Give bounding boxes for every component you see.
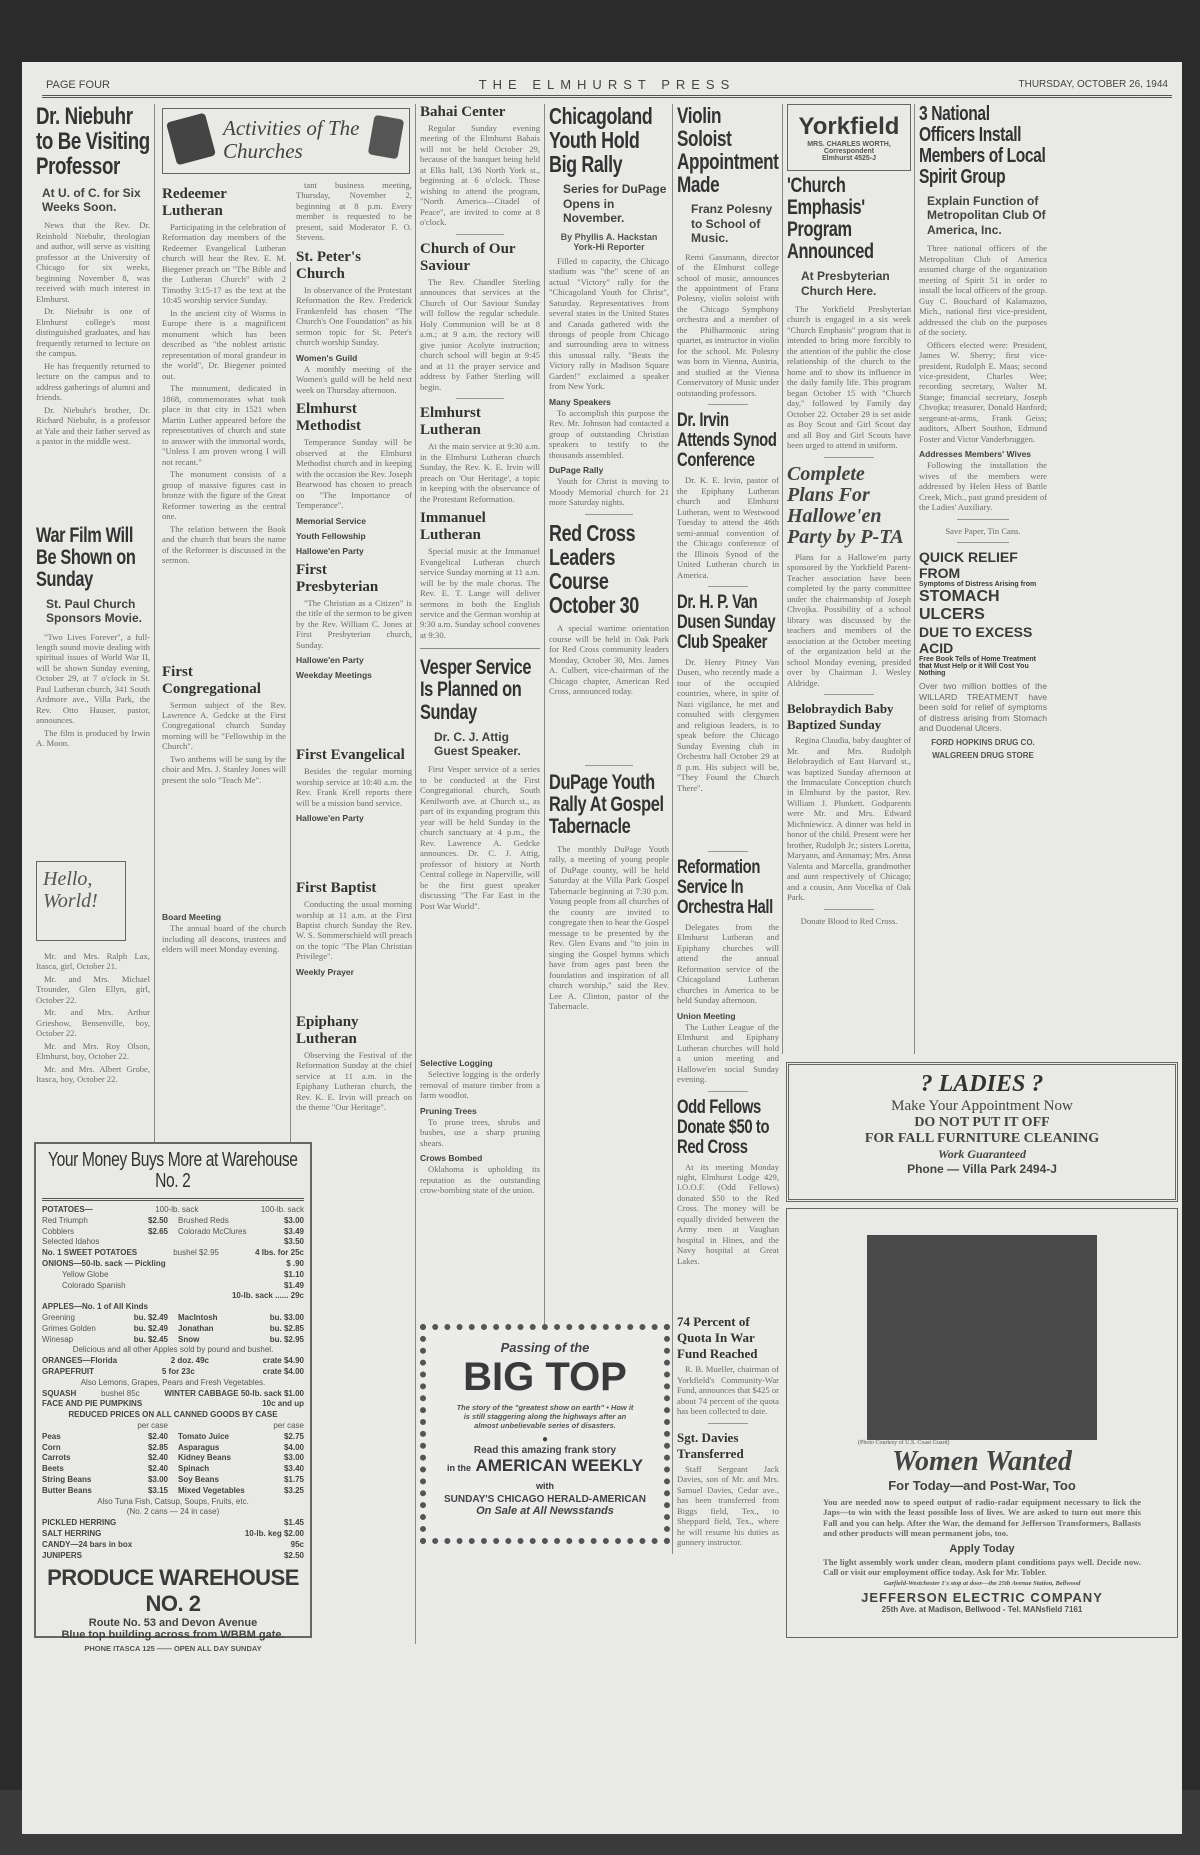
item-price: bu. $2.95 (269, 1334, 304, 1344)
item-price: bu. $2.49 (133, 1323, 168, 1333)
subheadline: Dr. C. J. Attig Guest Speaker. (434, 729, 521, 758)
item-name: Colorado McClures (178, 1226, 247, 1236)
article-body: Staff Sergeant Jack Davies, son of Mr. and Mrs. Samuel Davies, Cedar ave., has been transferred from Biggs field, Tex., to Sheppard field, Tex., where he will resume his duties as gunnery instructor. (677, 1463, 779, 1548)
item-name: Jonathan (178, 1323, 214, 1333)
section-heading: Many Speakers (549, 396, 611, 407)
article-body: Special music at the Immanuel Evangelical Lutheran church service Sunday morning at 11 a.m. will be by the male chorus. The Rev. E. T. Lange will deliver sermons in both the English service and the German worship at 9:30 a.m. Sunday school convenes at 9:30. (420, 546, 540, 640)
article-war-film (36, 525, 150, 749)
item-price: $2.75 (283, 1431, 304, 1441)
item-price: bu. $3.00 (269, 1312, 304, 1322)
note: Also Tuna Fish, Catsup, Soups, Fruits, etc. (97, 1496, 249, 1506)
store-phone: PHONE ITASCA 125 —— OPEN ALL DAY SUNDAY (84, 1644, 262, 1654)
paragraph: He has frequently returned to lecture on the campus and to address gatherings of alumni and friends. (36, 360, 150, 403)
section-heading: Memorial Service (296, 515, 366, 526)
correspondent-phone: Elmhurst 4525-J (821, 155, 877, 162)
category-heading: APPLES—No. 1 of All Kinds (42, 1302, 148, 1312)
ad-text: in the (447, 1463, 472, 1473)
filler-text: Dr. Niebuhr's brother, Dr. Richard Niebuhr, is a professor at Yale and their father served as a pastor in the middle west. (36, 404, 150, 447)
ad-kicker: Passing of the (500, 1340, 590, 1355)
yorkfield-banner (787, 104, 911, 171)
item-price: 10c and up (262, 1399, 304, 1409)
filler-line: Donate Blood to Red Cross. (800, 915, 898, 926)
headline: Complete Plans For Hallowe'en Party by P-TA (787, 462, 904, 548)
church-name: St. Peter's Church (296, 248, 361, 282)
ad-title: ? LADIES ? (920, 1071, 1044, 1097)
column-rule (782, 104, 783, 1054)
headline: Chicagoland Youth Hold Big Rally (549, 103, 653, 178)
item-price: $2.50 (147, 1215, 168, 1225)
church-name: Epiphany Lutheran (296, 1013, 359, 1047)
filler-text: To accomplish this purpose the Rev. Mr. Johnson had contacted a group of outstanding Christian speakers to testify to the thousands assembled. (549, 407, 669, 460)
transit-note: Garfield-Westchester 1's stop at door—the 25th Avenue Station, Bellwood (883, 1579, 1081, 1587)
headline: Vesper Service Is Planned on Sunday (420, 656, 532, 724)
section-heading: Youth Fellowship (296, 530, 366, 541)
item-name: Beets (42, 1464, 64, 1474)
item-name: Corn (42, 1442, 61, 1452)
item-price: 2 doz. 49c (170, 1356, 209, 1366)
church-body: Temperance Sunday will be observed at the Elmhurst Methodist church and in keeping with the occasion the Rev. Joseph Bearwood has chosen to preach on "The Importance of Temperance". (296, 437, 412, 511)
item-name: Colorado Spanish (62, 1280, 126, 1290)
ad-line: Free Book Tells of Home Treatment that Must Help or it Will Cost You Nothing (919, 656, 1036, 678)
church-body: Observing the Festival of the Reformation Sunday at the chief service at 11 a.m. in the Epiphany Lutheran church, the Rev. K. E. Irvin will preach on the theme "Our Heritage". (296, 1049, 412, 1113)
item-name: ONIONS—50-lb. sack — Pickling (42, 1258, 166, 1268)
ad-line: STOMACH ULCERS (919, 588, 1000, 624)
filler-text: tant business meeting, Thursday, November 2, beginning at 8 p.m. Every member is requested to be present, said Moderator F. O. Stevens. (296, 180, 412, 243)
churches-title: Activities of The Churches (223, 116, 360, 164)
article-body: R. B. Mueller, chairman of Yorkfield's Community-War Fund, announces that $425 or about 74 percent of the quota has been collected to date. (677, 1364, 779, 1417)
church-body: Conducting the usual morning worship at 11 a.m. at the First Baptist church Sunday the Rev. W. S. Sommerschield will preach on the topic "The Plan Christian Privilege". (296, 899, 412, 962)
birth-entry: Mr. and Mrs. Michael Trounder, Glen Ellyn, girl, October 22. (36, 973, 150, 1005)
item-name: CANDY—24 bars in box (42, 1539, 133, 1549)
church-name: Immanuel Lutheran (420, 510, 486, 544)
unit-label: 100-lb. sack (155, 1205, 199, 1214)
column-2 (162, 180, 286, 957)
ladies-ad (786, 1062, 1178, 1202)
headline: Violin Soloist Appointment Made (677, 103, 779, 198)
item-price: bu. $2.85 (269, 1323, 304, 1333)
note: (No. 2 cans — 24 in case) (126, 1507, 220, 1517)
subheadline: Explain Function of Metropolitan Club Of America, Inc. (927, 194, 1046, 237)
unit-label: 100-lb. sack (260, 1205, 304, 1214)
item-price: $3.00 (147, 1474, 168, 1484)
article-body: Dr. Henry Pitney Van Dusen, who recently made a tour of the occupied countries, where, in spite of Nazi vigilance, he met and consulted with clergymen and religious leaders, is to speak before the Chicago Sunday Evening club in Orchestra hall October 29 at 8 p.m. His subject will be, "They Found the Church There". (677, 656, 779, 793)
column-rule (672, 104, 673, 1554)
ad-title: BIG TOP (463, 1355, 627, 1399)
item-price: $2.40 (147, 1431, 168, 1441)
publication-name: AMERICAN WEEKLY (475, 1456, 643, 1475)
item-price: $2.40 (147, 1464, 168, 1474)
item-price: 4 lbs. for 25c (255, 1248, 304, 1258)
ad-line: Work Guaranteed (937, 1147, 1027, 1161)
ad-line: SUNDAY'S CHICAGO HERALD-AMERICAN (443, 1494, 647, 1505)
filler-text: Selective logging is the orderly removal of mature timber from a farm woodlot. (420, 1069, 540, 1101)
filler-text: The monument, dedicated in 1868, commemorates what took place in that city in 1521 when Martin Luther appeared before the representatives of church and state to answer with the immortal words, "Unless I am proven wrong I will not recant." (162, 383, 286, 467)
church-name: First Evangelical (296, 747, 405, 764)
article-niebuhr (36, 104, 150, 403)
item-price: $3.15 (147, 1485, 168, 1495)
item-price: bu. $2.45 (133, 1334, 168, 1344)
section-heading: Union Meeting (677, 1010, 736, 1021)
article-body: The Rev. Chandler Sterling announces that services at the Church of Our Saviour Sunday will follow the regular schedule. Holy Communion will be at 8 a.m.; at 9 a.m. the rectory will give junior Acolyte instruction; church school will begin at 9:45 and at 11 the prayer service and address by Father Sterling will begin. (420, 276, 540, 392)
company-name: JEFFERSON ELECTRIC COMPANY (861, 1589, 1103, 1605)
category-heading: REDUCED PRICES ON ALL CANNED GOODS BY CASE (68, 1410, 278, 1420)
church-name: First Baptist (296, 880, 377, 897)
ad-subtitle: For Today—and Post-War, Too (888, 1478, 1076, 1493)
item-name: Selected Idahos (42, 1237, 100, 1247)
item-name: Mixed Vegetables (178, 1485, 245, 1495)
ad-title: Women Wanted (892, 1446, 1072, 1477)
article-body: Filled to capacity, the Chicago stadium was "the" scene of an actual "Victory" rally for the "Chicagoland Youth for Christ", Saturday. Representatives from several states in the United States and Canada gathered with the throngs of people from Chicago and surrounding area to witness this unusual rally. "Beats the Victory rally in Madison Square Garden!" exclaimed a speaker from New York. (549, 255, 669, 392)
church-body: Participating in the celebration of Reformation day members of the Redeemer Evangelical Lutheran church will hear the Rev. E. M. Biegener preach on "The Bible and the Lutheran Church" with 2 Timothy 3:15-17 as the text at the 10:45 worship service Sunday. (162, 222, 286, 306)
note: Delicious and all other Apples sold by pound and bushel. (72, 1345, 274, 1355)
section-heading: Hallowe'en Party (296, 813, 364, 824)
item-price: $3.50 (283, 1237, 304, 1247)
correspondent-role: Correspondent (823, 148, 875, 155)
section-heading: Board Meeting (162, 912, 222, 923)
church-body: In observance of the Protestant Reformation the Rev. Frederick Frankenfeld has chosen "The Church's One Foundation" as his sermon topic for St. Peter's church worship Sunday. (296, 284, 412, 348)
store-directions: Blue top building across from WBBM gate. (61, 1629, 285, 1642)
article-body: The monthly DuPage Youth rally, a meeting of young people of DuPage county, will be held Saturday at the Villa Park Gospel Tabernacle beginning at 7:30 p.m. Young people from all churches of the county are invited to congregate then to hear the Gospel message to be presented by the Rev. Glen Evans and "to join in singing the Gospel hymns which have from ages past been the foundation and inspiration of all church worship," said the Rev. Lee A. Clinton, pastor of the Tabernacle. (549, 843, 669, 1012)
item-name: Kidney Beans (178, 1453, 231, 1463)
section-heading: Weekday Meetings (296, 670, 372, 681)
ad-line: Read this amazing frank story (473, 1445, 617, 1456)
column-8 (919, 104, 1047, 760)
relief-ad: QUICK RELIEF FROM Symptoms of Distress Arising from STOMACH ULCERS DUE TO EXCESS ACID Free Book Tells of Home Treatment that Must Help or it Will Cost You Nothing Over two million bottles of the WILLARD TREATMENT have been sold for relief of symptoms of distress arising from Stomach and Duodenal Ulcers. FORD HOPKINS DRUG CO. WALGREEN DRUG STORE (919, 549, 1047, 760)
subheadline: At Presbyterian Church Here. (801, 269, 890, 298)
ad-description: The story of the "greatest show on earth" • How it is still staggering along the highways after an almost unbelievable series of disasters. (456, 1403, 634, 1430)
church-name: Redeemer Lutheran (162, 186, 227, 219)
item-price: $3.40 (283, 1464, 304, 1474)
ad-body: The light assembly work under clean, modern plant conditions pays well. Decide now. Call or visit our employment office today. Ask for Mr. Tobler. (823, 1556, 1141, 1578)
item-name: No. 1 SWEET POTATOES (42, 1248, 138, 1258)
item-name: Soy Beans (178, 1474, 219, 1484)
churches-banner (162, 108, 410, 174)
item-name: Cobblers (42, 1226, 75, 1236)
headline: War Film Will Be Shown on Sunday (36, 523, 136, 591)
column-1 (36, 104, 150, 1087)
canned-prices (42, 1421, 304, 1497)
unit-label: per case (273, 1420, 304, 1430)
item-price: $4.00 (283, 1442, 304, 1452)
church-name: Church of Our Saviour (420, 240, 516, 274)
column-rule (415, 104, 416, 1644)
paper-name: THE ELMHURST PRESS (478, 77, 736, 92)
item-price: crate $4.90 (262, 1356, 304, 1366)
section-heading: Addresses Members' Wives (919, 449, 1032, 460)
headline: 'Church Emphasis' Program Announced (787, 174, 874, 264)
section-heading: Hallowe'en Party (296, 655, 364, 666)
big-top-ad (420, 1324, 670, 1544)
item-price: $2.85 (147, 1442, 168, 1452)
item-name: Brushed Reds (178, 1215, 229, 1225)
company-address: 25th Ave. at Madison, Bellwood - Tel. MANsfield 7161 (881, 1604, 1083, 1614)
birth-entry: Mr. and Mrs. Albert Grobe, Itasca, boy, October 22. (36, 1063, 150, 1085)
section-heading: Women's Guild (296, 352, 358, 363)
paragraph: "Two Lives Forever", a full-length sound movie dealing with spiritual issues of World War II, will be shown Sunday evening, October 29, at 7 o'clock in St. Paul Lutheran church, 341 South Ardmore ave., Villa Park, the Rev. Otto Hauser, pastor, announces. (36, 631, 150, 726)
correspondent-name: MRS. CHARLES WORTH, (807, 141, 891, 148)
item-name: Red Triumph (42, 1215, 88, 1225)
item-price: WINTER CABBAGE 50-lb. sack $1.00 (164, 1388, 304, 1398)
item-name: Tomato Juice (178, 1431, 229, 1441)
item-name: ORANGES—Florida (42, 1356, 118, 1366)
item-name: Asparagus (178, 1442, 220, 1452)
item-name: Greening (42, 1312, 75, 1322)
item-price: 5 for 23c (161, 1366, 195, 1376)
item-price: $3.25 (283, 1485, 304, 1495)
section-heading: Pruning Trees (420, 1105, 477, 1116)
item-name: SQUASH (42, 1388, 77, 1398)
bullet-icon: ● (541, 1434, 549, 1445)
item-name: MacIntosh (178, 1312, 218, 1322)
item-price: $ .90 (286, 1258, 304, 1268)
church-name: First Presbyterian (296, 561, 379, 595)
bible-icon (368, 115, 404, 160)
item-name: Yellow Globe (62, 1269, 109, 1279)
item-name: String Beans (42, 1474, 92, 1484)
headline: Red Cross Leaders Course October 30 (549, 519, 639, 619)
article-body: Dr. K. E. Irvin, pastor of the Epiphany Lutheran church and Elmhurst Lutheran, went to Westwood Tuesday to attend the 46th semi-annual convention of the Chicago conference of the Illinois Synod of the United Lutheran church in America. (677, 475, 779, 580)
headline: Reformation Service In Orchestra Hall (677, 857, 773, 918)
church-body: "The Christian as a Citizen" is the title of the sermon to be given by the Rev. William C. Jones at First Presbyterian church, Sunday. (296, 597, 412, 650)
article-body: At the main service at 9:30 a.m. in the Elmhurst Lutheran church Sunday, the Rev. K. E. Irvin will preach on 'Our Heritage', a topic in keeping with the observance of the Protestant Reformation. (420, 441, 540, 504)
item-name: SALT HERRING (42, 1528, 102, 1538)
section-heading: Crows Bombed (420, 1153, 483, 1164)
store-address: Route No. 53 and Devon Avenue (88, 1617, 258, 1630)
filler-text: Two anthems will be sung by the choir and Mrs. J. Stanley Jones will present the solo "Teach Me". (162, 753, 286, 785)
section-heading: Selective Logging (420, 1058, 493, 1069)
item-name: JUNIPERS (42, 1550, 83, 1560)
category-heading: POTATOES— (42, 1205, 93, 1214)
apple-prices (42, 1313, 304, 1345)
headline: Belobraydich Baby Baptized Sunday (787, 701, 894, 733)
ad-body: You are needed now to speed output of radio-radar equipment necessary to lick the Japs—to win with the least possible loss of lives. We are asked to turn out more this Fall and you can help. After the War, the demand for Jefferson Transformers, Ballasts and other products will mean permanent jobs, too. (823, 1497, 1141, 1539)
issue-date: THURSDAY, OCTOBER 26, 1944 (1018, 79, 1168, 90)
column-rule (914, 104, 915, 1054)
filler-text: The annual board of the church including all deacons, trustees and elders will meet Monday evening. (162, 923, 286, 955)
headline: 3 National Officers Install Members of Local Spirit Group (919, 103, 1046, 188)
headline: Odd Fellows Donate $50 to Red Cross (677, 1096, 770, 1158)
item-price: 95c (290, 1539, 304, 1549)
church-name: Bahai Center (420, 104, 506, 120)
item-price: bushel $2.95 (173, 1248, 220, 1258)
item-name: Grimes Golden (42, 1323, 96, 1333)
unit-label: per case (137, 1420, 168, 1430)
bible-icon (166, 113, 216, 166)
women-wanted-ad (786, 1208, 1178, 1638)
column-rule (290, 262, 291, 1142)
headline: Dr. Irvin Attends Synod Conference (677, 410, 777, 472)
section-title: Yorkfield (798, 113, 900, 140)
masthead (42, 76, 1172, 98)
store-name: PRODUCE WAREHOUSE NO. 2 (47, 1565, 299, 1617)
ad-line: DO NOT PUT IT OFF (914, 1115, 1050, 1130)
column-7 (787, 104, 911, 926)
item-price: 10-lb. keg $2.00 (244, 1528, 304, 1538)
filler-text: A monthly meeting of the Women's guild will be held next week on Thursday afternoon. (296, 363, 412, 395)
item-price: $1.75 (283, 1474, 304, 1484)
hello-world-title: Hello, World! (43, 867, 98, 912)
church-body: Besides the regular morning worship service at 10:40 a.m. the Rev. Frank Krell reports there will be a mission band service. (296, 766, 412, 808)
article-body: Remi Gassmann, director of the Elmhurst college school of music, announces the appointment of Franz Polesny, violin soloist with the Chicago Symphony orchestra and a member of the Philharmonic string quartet, as instructor in violin for the school. Mr. Polesny was born in Vienna, Austria, and studied at the Vienna Conservatory of Music under outstanding professors. (677, 251, 779, 398)
potato-prices (42, 1216, 304, 1248)
hello-world-box (36, 861, 126, 941)
birth-list (36, 951, 150, 1085)
warehouse-ad (34, 1142, 312, 1654)
item-price: $2.40 (147, 1453, 168, 1463)
headline: DuPage Youth Rally At Gospel Tabernacle (549, 770, 664, 838)
article-body: Plans for a Hallowe'en party sponsored by the Yorkfield Parent-Teacher association have been completed by the party committee under the chairmanship of Joseph Chvojka. Possibility of a school library was discussed by the teachers and members of the association at the October meeting of the organization held at the school Monday evening, presided over by Chairman J. Wesley Aldridge. (787, 551, 911, 688)
byline: By Phyllis A. Hackstan York-Hi Reporter (560, 231, 658, 252)
item-price: $3.49 (283, 1226, 304, 1236)
church-body: Sermon subject of the Rev. Lawrence A. Gedcke at the First Congregational church Sunday morning will be "Fellowship in the Church". (162, 699, 286, 752)
section-heading: Hallowe'en Party (296, 545, 364, 556)
item-name: Carrots (42, 1453, 71, 1463)
item-name: PICKLED HERRING (42, 1518, 117, 1528)
item-name: Winesap (42, 1334, 74, 1344)
page-number: PAGE FOUR (46, 79, 110, 91)
ad-line: FOR FALL FURNITURE CLEANING (864, 1131, 1100, 1146)
article-body: Regular Sunday evening meeting of the Elmhurst Bahais will not be held October 29, because of the banquet being held at Elks hall, 136 North York st., beginning at 6 o'clock. Those wishing to attend the program, "North America—Citadel of Peace", are invited to come at 8 o'clock. (420, 123, 540, 228)
ad-cta: Apply Today (949, 1542, 1015, 1555)
item-name: Spinach (178, 1464, 210, 1474)
birth-entry: Mr. and Mrs. Arthur Grieshow, Bensenville, boy, October 22. (36, 1007, 150, 1039)
item-name: FACE AND PIE PUMPKINS (42, 1399, 143, 1409)
item-name: GRAPEFRUIT (42, 1366, 94, 1376)
filler-text: The relation between the Book and the church that bears the name of the Reformer is discussed in the sermon. (162, 523, 286, 566)
headline: Dr. H. P. Van Dusen Sunday Club Speaker (677, 591, 776, 653)
ad-line: On Sale at All Newsstands (476, 1505, 614, 1517)
filler-text: Following the installation the wives of the members were addressed by Helen Hess of Battle Creek, Mich., past grand president of the Ladies' Auxiliary. (919, 460, 1047, 513)
church-name: Elmhurst Lutheran (420, 405, 481, 439)
item-price: crate $4.00 (262, 1366, 304, 1376)
article-body: A special wartime orientation course will be held in Oak Park for Red Cross community leaders Monday, October 30, Mrs. James A. Culbert, vice-chairman of the Chicago chapter, American Red Cross, announced today. (549, 623, 669, 697)
filler-line: Save Paper, Tin Cans. (945, 525, 1021, 536)
column-rule (544, 104, 545, 1434)
article-body: Regina Claudia, baby daughter of Mr. and Mrs. Rudolph Belobraydich of East Harvard st., was baptized Sunday afternoon at the Immaculate Conception church in Elmhurst by the pastor, Rev. William J. Plunkett. Godparents were Mr. and Mrs. Edward Michniewicz. A dinner was held in honor of the child. Present were her brother, Rudolph Jr.; sisters Loretta, Maryann, and Annamay; Mrs. Anna Valenta and Marcella, grandmother and aunt respectively of Chicago; and a cousin, Ann Vocelka of Oak Park. (787, 735, 911, 903)
photo-caption: (Photo Courtesy of U.S. Coast Guard) (858, 1440, 950, 1446)
store-name: WALGREEN DRUG STORE (932, 750, 1034, 760)
article-body: Three national officers of the Metropolitan Club of America assumed charge of the organization meeting of Spirit 51 in order to install the local officers of the group. Guy C. Bouchard of Kalamazoo, Mich., national first vice-president, addressed the club on the purposes of the society. (919, 243, 1047, 338)
article-body: Delegates from the Elmhurst Lutheran and Epiphany churches will attend the annual Reformation service of the Chicagoland Lutheran churches in America to be held Sunday afternoon. (677, 921, 779, 1006)
article-body: First Vesper service of a series to be conducted at the First Congregational church, South Kenilworth ave. at Church st., as part of its expanding program this year will be held Sunday in the church sanctuary at 4 p.m., the Rev. Lawrence A. Gedcke announces. Dr. C. J. Attig, professor of history at North Central college in Naperville, will be the first guest speaker discussing "The Far East in the Post War World". (420, 764, 540, 911)
item-price: bushel 85c (100, 1388, 140, 1398)
subheadline: St. Paul Church Sponsors Movie. (46, 596, 143, 626)
store-name: FORD HOPKINS DRUG CO. (931, 737, 1035, 747)
note: Also Lemons, Grapes, Pears and Fresh Vegetables. (80, 1377, 266, 1387)
paragraph: Dr. Niebuhr is one of Elmhurst college's most distinguished graduates, and has frequently returned to lecture on the campus. (36, 306, 150, 359)
filler-text: The Luther League of the Elmhurst and Epiphany Lutheran churches will hold a union meeting and Hallowe'en social Sunday evening. (677, 1021, 779, 1085)
item-name: Snow (178, 1334, 200, 1344)
subheadline: Franz Polesny to School of Music. (691, 202, 773, 246)
item-price: $3.00 (283, 1453, 304, 1463)
item-price: 10-lb. sack ...... 29c (231, 1291, 304, 1301)
item-price: $2.50 (283, 1550, 304, 1560)
ad-line: Symptoms of Distress Arising from (919, 581, 1037, 589)
filler-text: Officers elected were: President, James W. Sherry; first vice-president, Rudolph E. Maas; second vice-president, Charles Wee; recording secretary, Walter M. Stange; financial secretary, Joseph Chvojka; treasurer, Donald Hanford; sergeant-at-arms, Frank Geiss; auditors, Albert Southon, Edmund Foster and Victor Vanderbruggen. (919, 339, 1047, 444)
filler-text: The monument consists of a group of massive figures cast in bronze with the figure of the Great Reformer towering as the central one. (162, 469, 286, 522)
column-5 (549, 104, 669, 1014)
item-price: $3.00 (283, 1215, 304, 1225)
headline: Sgt. Davies Transferred (677, 1429, 744, 1461)
ad-phone: Phone — Villa Park 2494-J (907, 1162, 1057, 1176)
headline: 74 Percent of Quota In War Fund Reached (677, 1314, 758, 1362)
ad-title: Your Money Buys More at Warehouse No. 2 (47, 1149, 298, 1192)
item-name: Butter Beans (42, 1485, 92, 1495)
headline: Dr. Niebuhr to Be Visiting Professor (36, 103, 150, 181)
paragraph: News that the Rev. Dr. Reinhold Niebuhr, theologian and author, will serve as visiting professor at the University of Chicago for six weeks, beginning November 8, was received with much interest in Elmhurst. (36, 220, 150, 304)
section-heading: DuPage Rally (549, 465, 604, 476)
filler-text: To prune trees, shrubs and bushes, use a sharp pruning shears. (420, 1116, 540, 1148)
column-6 (677, 104, 779, 1550)
newspaper-page (22, 62, 1182, 1834)
subheadline: Series for DuPage Opens in November. (563, 182, 667, 226)
birth-entry: Mr. and Mrs. Ralph Lax, Itasca, girl, October 21. (36, 950, 150, 972)
birth-entry: Mr. and Mrs. Roy Olson, Elmhurst, boy, October 22. (36, 1040, 150, 1062)
subheadline: At U. of C. for Six Weeks Soon. (42, 185, 141, 214)
item-name: Peas (42, 1431, 61, 1441)
coast-guard-photo (867, 1235, 1097, 1440)
filler-text: In the ancient city of Worms in Europe there is a magnificent monument which has been described as "the noblest artistic representation of moral grandeur in the world", Dr. Biegener pointed out. (162, 307, 286, 381)
section-heading: Weekly Prayer (296, 966, 354, 977)
ad-line: DUE TO EXCESS ACID (919, 624, 1033, 657)
column-rule (154, 104, 155, 1144)
ad-text: with (536, 1481, 554, 1491)
column-3 (296, 180, 412, 1115)
item-price: $1.49 (283, 1280, 304, 1290)
filler-text: Youth for Christ is moving to Moody Memorial church for 21 more Saturday nights. (549, 476, 669, 508)
article-body: At its meeting Monday night, Elmhurst Lodge 429, I.O.O.F. (Odd Fellows) donated $50 to the Red Cross. The money will be equally divided between the Army men at Vaughan hospital in Hines, and the Navy hospital at Great Lakes. (677, 1161, 779, 1266)
column-4 (420, 104, 540, 1198)
church-name: Elmhurst Methodist (296, 401, 361, 435)
ad-line: QUICK RELIEF FROM (919, 549, 1018, 582)
ad-line (436, 1456, 654, 1494)
article-body: The Yorkfield Presbyterian church is engaged in a six week "Church Emphasis" program that is intended to bring more forcibly to the attention of the public the close relationship of the church to the home and to show its influence in the daily family life. This program began October 15 with "Church day," followed by Family day October 22. October 29 is set aside as Boy Scout and Girl Scout day and all Boy and Girl Scouts have been urged to attend in uniform. (787, 303, 911, 451)
item-price: bu. $2.49 (133, 1312, 168, 1322)
paragraph: The film is produced by Irwin A. Moon. (36, 727, 150, 749)
ad-line: Make Your Appointment Now (891, 1098, 1073, 1114)
item-price: $1.10 (283, 1269, 304, 1279)
item-price: $2.65 (147, 1226, 168, 1236)
church-name: First Congregational (162, 663, 261, 697)
item-price: $1.45 (283, 1518, 304, 1528)
filler-text: Oklahoma is upholding its reputation as the outstanding crow-bombing state of the union. (420, 1164, 540, 1196)
